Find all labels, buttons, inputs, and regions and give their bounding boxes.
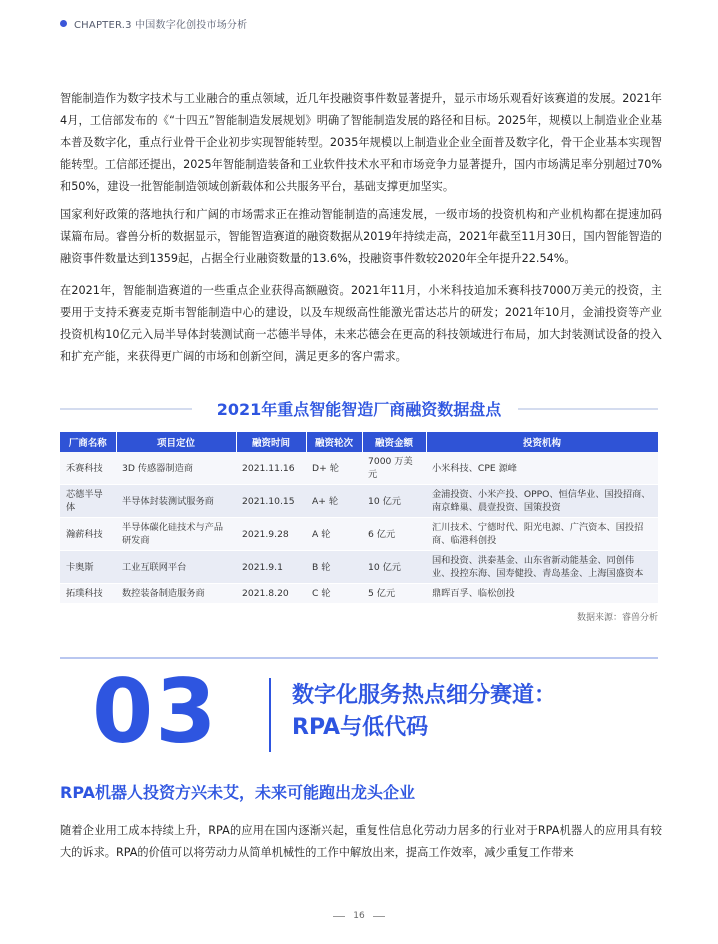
- table-cell: 禾赛科技: [60, 452, 116, 485]
- table-cell: 2021.11.16: [236, 452, 306, 485]
- section-vertical-bar: [269, 678, 271, 752]
- body-paragraph-3: 在2021年，智能制造赛道的一些重点企业获得高额融资。2021年11月，小米科技追加禾赛科技7000万美元的投资，主要用于支持禾赛麦克斯韦智能制造中心的建设，以及车规级高性能激光雷达芯片的研发；2021年10月，金浦投资等产业投资机构10亿元入局半导体封装测试商一芯德半导体，未来芯德会在更高的科技领域进行布局，加大封装测试设备的投入和扩充产能，来获得更广阔的市场和创新空间，满足更多的客户需求。: [60, 284, 662, 363]
- table-row: [60, 518, 658, 551]
- table-row: [60, 452, 658, 485]
- table-cell: D+ 轮: [306, 452, 362, 485]
- table-cell: C 轮: [306, 584, 362, 604]
- column-header: 融资时间: [236, 432, 306, 452]
- page-footer: [0, 911, 718, 921]
- table-cell: 汇川技术、宁德时代、阳光电源、广汽资本、国投招商、临港科创投: [426, 518, 658, 551]
- body-paragraph-1: 智能制造作为数字技术与工业融合的重点领域，近几年投融资事件数显著提升，显示市场乐观看好该赛道的发展。2021年4月，工信部发布的《“十四五”智能制造发展规划》明确了智能制造发展的路径和目标。2025年，规模以上制造业企业基本普及数字化，重点行业骨干企业初步实现智能转型。2035年规模以上制造业企业全面普及数字化，骨干企业基本实现智能转型。工信部还提出，2025年智能制造装备和工业软件技术水平和市场竞争力显著提升，国内市场满足率分别超过70%和50%，建设一批智能制造领域创新载体和公共服务平台，基础支撑更加坚实。: [60, 92, 662, 193]
- table-cell: 半导体碳化硅技术与产品研发商: [116, 518, 236, 551]
- table-cell: 工业互联网平台: [116, 551, 236, 584]
- page-number: 16: [353, 911, 365, 921]
- column-header: 项目定位: [116, 432, 236, 452]
- table-cell: 金浦投资、小米产投、OPPO、恒信华业、国投招商、南京蜂巢、晨壹投资、国策投资: [426, 485, 658, 518]
- bullet-dot-icon: [60, 20, 67, 27]
- table-cell: 7000 万美元: [362, 452, 426, 485]
- table-cell: 瀚薪科技: [60, 518, 116, 551]
- body-paragraph-2: 国家利好政策的落地执行和广阔的市场需求正在推动智能制造的高速发展，一级市场的投资机构和产业机构都在提速加码谋篇布局。睿兽分析的数据显示，智能智造赛道的融资数据从2019年持续走高，2021年截至11月30日，国内智能智造的融资事件数量达到1359起，占据全行业融资数量的13.6%，投融资事件数较2020年全年提升22.54%。: [60, 208, 662, 265]
- table-cell: 2021.8.20: [236, 584, 306, 604]
- chapter-header: [60, 16, 247, 31]
- table-title-block: [60, 394, 658, 424]
- table-cell: 10 亿元: [362, 485, 426, 518]
- table-cell: A+ 轮: [306, 485, 362, 518]
- section-divider: [60, 657, 658, 659]
- column-header: 投资机构: [426, 432, 658, 452]
- table-row: [60, 485, 658, 518]
- body-paragraph-4: 随着企业用工成本持续上升，RPA的应用在国内逐渐兴起，重复性信息化劳动力居多的行业对于RPA机器人的应用具有较大的诉求。RPA的价值可以将劳动力从简单机械性的工作中解放出来，提高工作效率，减少重复工作带来: [60, 824, 662, 859]
- table-cell: 国和投资、洪泰基金、山东省新动能基金、同创伟业、投控东海、国寿健投、青岛基金、上海国盛资本: [426, 551, 658, 584]
- footer-rule-right: [373, 916, 385, 917]
- table-row: [60, 584, 658, 604]
- section-title: [292, 680, 556, 744]
- section-number: 03: [92, 660, 219, 763]
- table-cell: 5 亿元: [362, 584, 426, 604]
- table-cell: 小米科技、CPE 源峰: [426, 452, 658, 485]
- table-cell: 拓璞科技: [60, 584, 116, 604]
- financing-table: [60, 432, 659, 604]
- table-cell: 芯德半导体: [60, 485, 116, 518]
- table-cell: 10 亿元: [362, 551, 426, 584]
- table-cell: B 轮: [306, 551, 362, 584]
- table-cell: 半导体封装测试服务商: [116, 485, 236, 518]
- section-title-line-2: RPA与低代码: [292, 715, 429, 740]
- table-cell: 数控装备制造服务商: [116, 584, 236, 604]
- table-cell: 鼎晖百孚、临松创投: [426, 584, 658, 604]
- subheading: RPA机器人投资方兴未艾，未来可能跑出龙头企业: [60, 783, 415, 802]
- table-cell: 3D 传感器制造商: [116, 452, 236, 485]
- chapter-label: CHAPTER.3 中国数字化创投市场分析: [74, 20, 248, 31]
- table-cell: 2021.10.15: [236, 485, 306, 518]
- column-header: 融资轮次: [306, 432, 362, 452]
- table-row: [60, 551, 658, 584]
- column-header: 融资金额: [362, 432, 426, 452]
- section-title-line-1: 数字化服务热点细分赛道：: [292, 683, 557, 708]
- data-source-note: 数据来源：睿兽分析: [576, 613, 658, 623]
- footer-rule-left: [333, 916, 345, 917]
- table-title: 2021年重点智能智造厂商融资数据盘点: [216, 400, 502, 419]
- table-cell: 2021.9.1: [236, 551, 306, 584]
- table-header-row: [60, 432, 658, 452]
- table-cell: 2021.9.28: [236, 518, 306, 551]
- table-cell: A 轮: [306, 518, 362, 551]
- column-header: 厂商名称: [60, 432, 116, 452]
- table-cell: 6 亿元: [362, 518, 426, 551]
- table-cell: 卡奥斯: [60, 551, 116, 584]
